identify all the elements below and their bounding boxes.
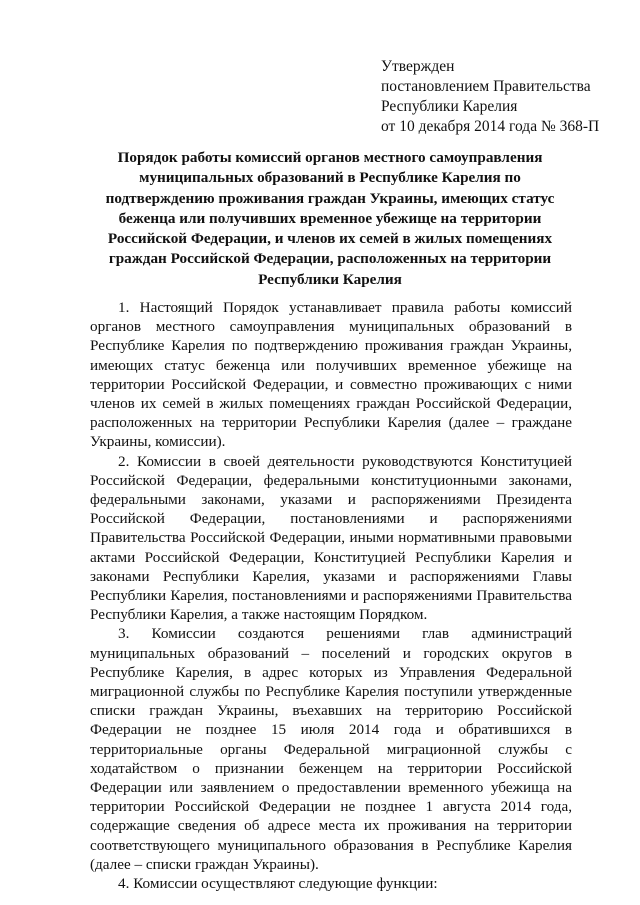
approval-stamp [381,57,621,137]
paragraph-1: 1. Настоящий Порядок устанавливает правила работы комиссий органов местного самоуправления муниципальных образований в Республике Карелия по подтверждению проживания граждан Украины, имеющих статус беженца или получивших временное убежище на территории Российской Федерации, и совместно проживающих с ними членов их семей в жилых помещениях граждан Российской Федерации, расположенных на территории Республики Карелия (далее – граждане Украины, комиссии). [90,299,572,451]
paragraph-4: 4. Комиссии осуществляют следующие функции: [118,875,438,893]
document-body [90,298,572,893]
document-title: Порядок работы комиссий органов местного самоуправления муниципальных образований в Республике Карелия по подтверждению проживания граждан Украины, имеющих статус беженца или получивших временное убежище на территории Российской Федерации, и членов их семей в жилых помещениях граждан Российской Федерации, расположенных на территории Республики Карелия [105,149,555,288]
approval-line-3: Республики Карелия [381,98,518,115]
approval-line-1: Утвержден [381,58,455,75]
paragraph-2: 2. Комиссии в своей деятельности руководствуются Конституцией Российской Федерации, федеральными конституционными законами, федеральными законами, указами и распоряжениями Президента Российской Федерации, постановлениями и распоряжениями Правительства Российской Федерации, иными нормативными правовыми актами Российской Федерации, Конституцией Республики Карелия и законами Республики Карелия, указами и распоряжениями Главы Республики Карелия, постановлениями и распоряжениями Правительства Республики Карелия, а также настоящим Порядком. [90,452,572,624]
approval-line-2: постановлением Правительства [381,78,591,95]
approval-line-4: от 10 декабря 2014 года № 368-П [381,118,600,135]
paragraph-3: 3. Комиссии создаются решениями глав администраций муниципальных образований – поселений и городских округов в Республике Карелия, в адрес которых из Управления Федеральной миграционной службы по Республике Карелия поступили утвержденные списки граждан Украины, въехавших на территорию Российской Федерации не позднее 15 июля 2014 года и обратившихся в территориальные органы Федеральной миграционной службы с ходатайством о признании беженцем на территории Российской Федерации или заявлением о предоставлении временного убежища на территории Российской Федерации не позднее 1 августа 2014 года, содержащие сведения об адресе места их проживания на территории соответствующего муниципального образования в Республике Карелия (далее – списки граждан Украины). [90,625,572,873]
